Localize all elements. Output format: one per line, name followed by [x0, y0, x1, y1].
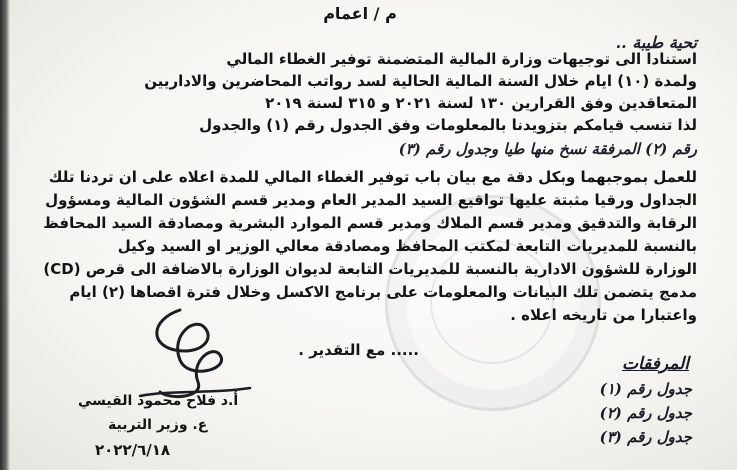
attachments-title: المرفقات [621, 354, 689, 374]
body-line-7: الجداول ورقيا مثبتة عليها تواقيع السيد المدير العام ومدير قسم الشؤون المالية ومسؤول [45, 191, 697, 209]
signatory-title: ع. وزير التربية [108, 417, 208, 433]
body-line-10: الوزارة للشؤون الادارية بالنسبة للمديريات التابعة لديوان الوزارة بالاضافة الى قرص (CD) [43, 260, 697, 278]
attachment-item-3: جدول رقم (٣) [599, 428, 692, 446]
body-line-11: مدمج يتضمن تلك البيانات والمعلومات على برنامج الاكسل وخلال فترة اقصاها (٢) ايام [69, 283, 697, 301]
body-line-12: واعتبارا من تاريخه اعلاه . [510, 306, 697, 324]
body-line-8: الرقابة والتدقيق ومدير قسم الملاك ومدير قسم الموارد البشرية ومصادقة السيد المحافظ [43, 214, 697, 232]
body-line-6: للعمل بموجبهما وبكل دقة مع بيان باب توفير الغطاء المالي للمدة اعلاه على ان تردنا تلك [48, 168, 697, 186]
greeting: تحية طيبة .. [615, 33, 697, 52]
scan-edge [0, 0, 10, 470]
signature-date: ٢٠٢٢/٦/١٨ [95, 441, 171, 459]
reference-header: م / اعمام [323, 4, 397, 23]
body-line-4: لذا تنسب قيامكم بتزويدنا بالمعلومات وفق الجدول رقم (١) والجدول [199, 116, 697, 134]
body-line-1: استنادا الى توجيهات وزارة المالية المتضمنة توفير الغطاء المالي [226, 50, 697, 68]
faded-stamp-inner [430, 240, 554, 364]
body-line-3: المتعاقدين وفق القرارين ١٣٠ لسنة ٢٠٢١ و ٣١٥ لسنة ٢٠١٩ [265, 94, 697, 112]
signatory-name: أ.د فلاح محمود القيسي [78, 393, 239, 409]
body-line-9: بالنسبة للمديريات التابعة لمكتب المحافظ ومصادقة معالي الوزير او السيد وكيل [117, 237, 697, 255]
attachment-item-1: جدول رقم (١) [599, 380, 692, 398]
body-line-2: ولمدة (١٠) ايام خلال السنة المالية الحالية لسد رواتب المحاضرين والاداريين [144, 72, 697, 90]
closing-text: ..... مع التقدير . [298, 341, 419, 359]
attachment-item-2: جدول رقم (٢) [599, 404, 692, 422]
body-line-5: رقم (٢) المرفقة نسخ منها طيا وجدول رقم (٣) [398, 140, 697, 158]
